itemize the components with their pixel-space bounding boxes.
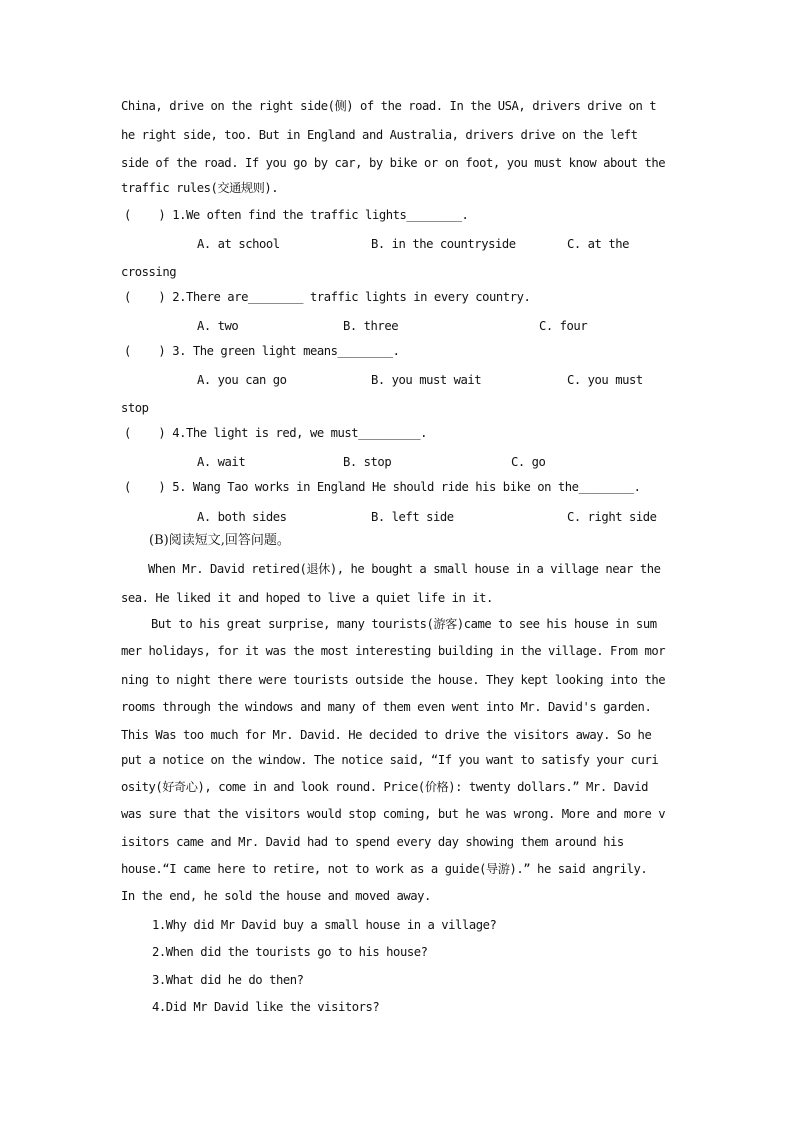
question-b-3: 3.What did he do then? xyxy=(152,973,304,987)
question-2-option-a: A. two xyxy=(197,319,239,333)
question-3-option-wrap: stop xyxy=(121,401,149,415)
passage-b-line: isitors came and Mr. David had to spend every day showing them around his xyxy=(121,835,624,849)
passage-a-line: side of the road. If you go by car, by bike or on foot, you must know about the xyxy=(121,156,666,170)
passage-a-line: China, drive on the right side(侧) of the road. In the USA, drivers drive on t xyxy=(121,99,657,113)
passage-b-line: house.“I came here to retire, not to work as a guide(导游).” he said angrily. xyxy=(121,862,648,876)
question-2-option-c: C. four xyxy=(539,319,588,333)
passage-a-line: he right side, too. But in England and Australia, drivers drive on the left xyxy=(121,128,638,142)
question-5-option-a: A. both sides xyxy=(197,510,287,524)
passage-b-line: mer holidays, for it was the most interesting building in the village. From mor xyxy=(121,644,666,658)
question-4-option-c: C. go xyxy=(511,455,546,469)
passage-b-line: rooms through the windows and many of them even went into Mr. David's garden. xyxy=(121,700,652,714)
question-1-option-c: C. at the xyxy=(567,237,629,251)
passage-b-line: sea. He liked it and hoped to live a quiet life in it. xyxy=(121,591,493,605)
question-1-option-a: A. at school xyxy=(197,237,280,251)
question-5-option-b: B. left side xyxy=(371,510,454,524)
passage-b-line: osity(好奇心), come in and look round. Price(价格): twenty dollars.” Mr. David xyxy=(121,780,649,794)
question-4-stem: ( ) 4.The light is red, we must_________. xyxy=(124,426,428,440)
question-2-option-b: B. three xyxy=(343,319,399,333)
question-5-stem: ( ) 5. Wang Tao works in England He should ride his bike on the________. xyxy=(124,480,641,494)
passage-b-line: This Was too much for Mr. David. He decided to drive the visitors away. So he xyxy=(121,728,652,742)
question-b-1: 1.Why did Mr David buy a small house in a village? xyxy=(152,918,497,932)
question-b-4: 4.Did Mr David like the visitors? xyxy=(152,1000,380,1014)
passage-b-line: When Mr. David retired(退休), he bought a small house in a village near the xyxy=(148,562,661,576)
question-5-option-c: C. right side xyxy=(567,510,657,524)
question-3-stem: ( ) 3. The green light means________. xyxy=(124,344,400,358)
question-3-option-b: B. you must wait xyxy=(371,373,482,387)
question-3-option-a: A. you can go xyxy=(197,373,287,387)
question-4-option-b: B. stop xyxy=(343,455,392,469)
passage-b-line: In the end, he sold the house and moved away. xyxy=(121,889,431,903)
question-1-option-wrap: crossing xyxy=(121,265,177,279)
section-b-heading: (B)阅读短文,回答问题。 xyxy=(149,533,290,548)
question-3-option-c: C. you must xyxy=(567,373,643,387)
question-1-stem: ( ) 1.We often find the traffic lights________. xyxy=(124,208,469,222)
question-b-2: 2.When did the tourists go to his house? xyxy=(152,945,428,959)
question-1-option-b: B. in the countryside xyxy=(371,237,516,251)
passage-b-line: But to his great surprise, many tourists(游客)came to see his house in sum xyxy=(151,617,657,631)
passage-a-line: traffic rules(交通规则). xyxy=(121,181,279,195)
question-2-stem: ( ) 2.There are________ traffic lights in every country. xyxy=(124,290,531,304)
passage-b-line: put a notice on the window. The notice said, “If you want to satisfy your curi xyxy=(121,753,659,767)
question-4-option-a: A. wait xyxy=(197,455,246,469)
passage-b-line: ning to night there were tourists outside the house. They kept looking into the xyxy=(121,673,666,687)
passage-b-line: was sure that the visitors would stop coming, but he was wrong. More and more v xyxy=(121,807,666,821)
